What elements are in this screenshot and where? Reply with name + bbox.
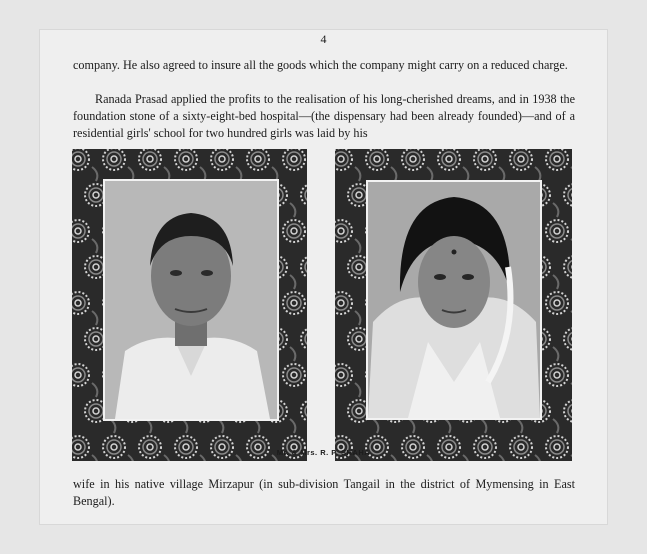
document-page [40,30,607,524]
portrait-woman [366,180,542,420]
photo-frame-right [335,149,572,461]
photo-caption: Mr. & Mrs. R. P. SHAHA [276,448,371,457]
photo-frame-left [72,149,307,461]
paragraph-1: company. He also agreed to insure all the goods which the company might carry on a reduced charge. [73,58,568,72]
portrait-man [103,179,279,421]
paragraph-3: wife in his native village Mirzapur (in sub-division Tangail in the district of Mymensing in East Bengal). [73,477,575,508]
page-number: 4 [320,32,327,46]
paragraph-2: Ranada Prasad applied the profits to the realisation of his long-cherished dreams, and in 1938 the foundation stone of a sixty-eight-bed hospital—(the dispensary had been already founded)—and of a residential girls' school for two hundred girls was laid by his [73,92,575,140]
